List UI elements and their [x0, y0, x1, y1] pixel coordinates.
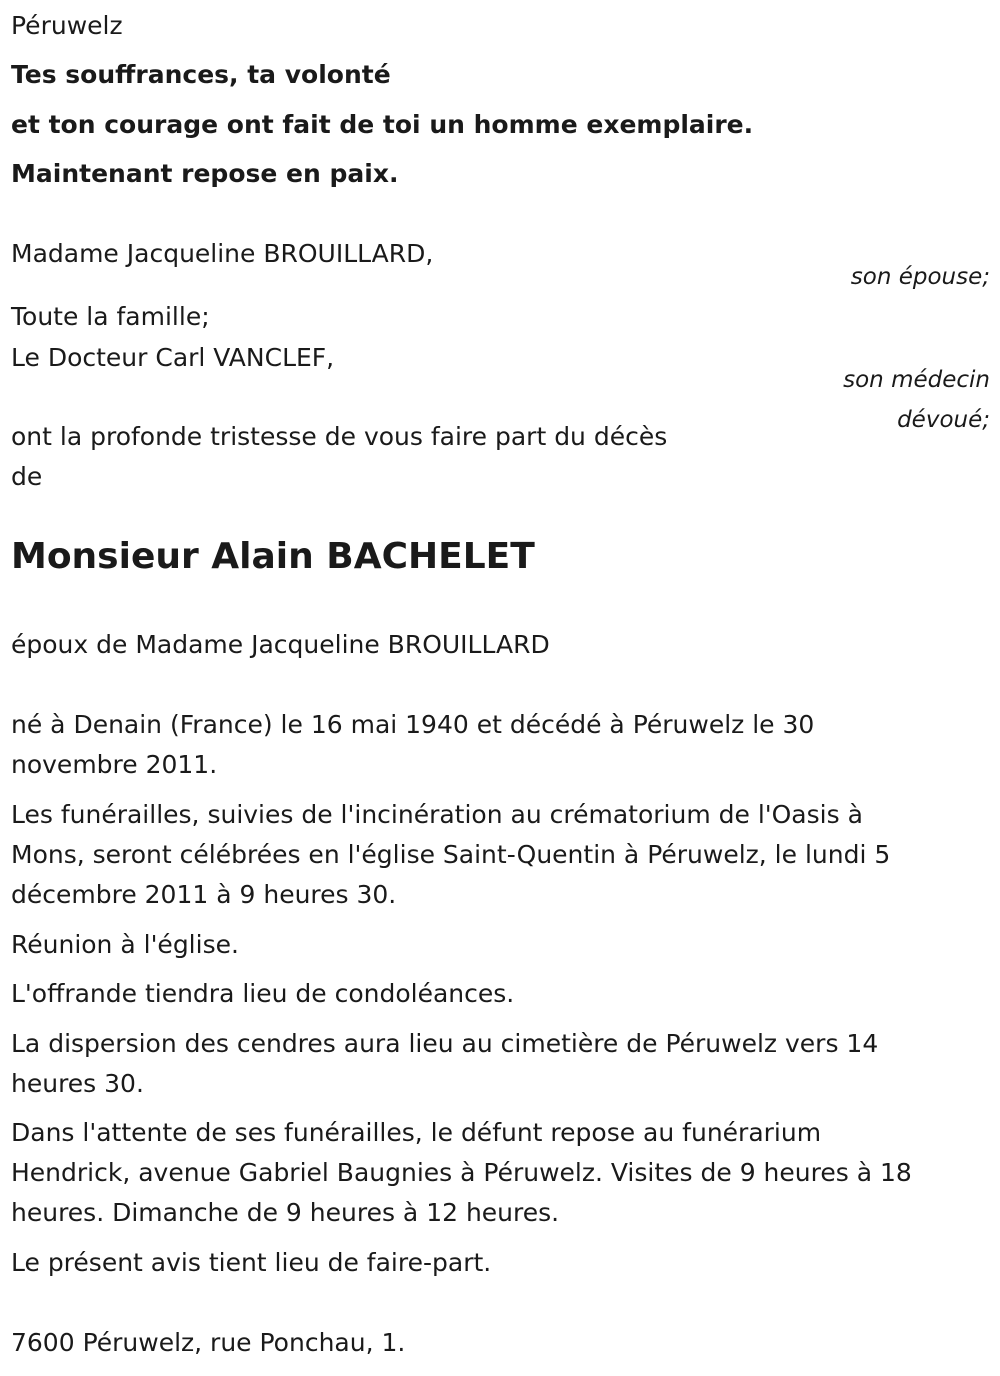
spouse-role: son épouse; — [850, 264, 990, 290]
spouse-name: Madame Jacqueline BROUILLARD, — [11, 239, 434, 268]
funeral-line-1: Les funérailles, suivies de l'incinération au crématorium de l'Oasis à — [11, 800, 863, 829]
doctor-role-line-2: dévoué; — [897, 407, 990, 433]
visit-line-2: Hendrick, avenue Gabriel Baugnies à Péruwelz. Visites de 9 heures à 18 — [11, 1158, 912, 1187]
announcement-line-2: de — [11, 462, 43, 491]
deceased-name: Monsieur Alain BACHELET — [11, 536, 535, 577]
address-line: 7600 Péruwelz, rue Ponchau, 1. — [11, 1328, 406, 1357]
ashes-line-2: heures 30. — [11, 1069, 144, 1098]
funeral-line-2: Mons, seront célébrées en l'église Saint-Quentin à Péruwelz, le lundi 5 — [11, 840, 891, 869]
verse-line-2: et ton courage ont fait de toi un homme exemplaire. — [11, 110, 754, 139]
place-heading: Péruwelz — [11, 11, 123, 40]
offering-line: L'offrande tiendra lieu de condoléances. — [11, 979, 515, 1008]
meeting-line: Réunion à l'église. — [11, 930, 239, 959]
visit-line-1: Dans l'attente de ses funérailles, le défunt repose au funérarium — [11, 1118, 822, 1147]
ashes-line-1: La dispersion des cendres aura lieu au cimetière de Péruwelz vers 14 — [11, 1029, 879, 1058]
birth-death-line-2: novembre 2011. — [11, 750, 218, 779]
birth-death-line-1: né à Denain (France) le 16 mai 1940 et décédé à Péruwelz le 30 — [11, 710, 815, 739]
funeral-line-3: décembre 2011 à 9 heures 30. — [11, 880, 397, 909]
verse-line-3: Maintenant repose en paix. — [11, 159, 399, 188]
visit-line-3: heures. Dimanche de 9 heures à 12 heures. — [11, 1198, 560, 1227]
family-line: Toute la famille; — [11, 302, 210, 331]
spouse-of-line: époux de Madame Jacqueline BROUILLARD — [11, 630, 550, 659]
announcement-line-1: ont la profonde tristesse de vous faire part du décès — [11, 422, 668, 451]
notice-line: Le présent avis tient lieu de faire-part. — [11, 1248, 492, 1277]
doctor-name: Le Docteur Carl VANCLEF, — [11, 343, 335, 372]
verse-line-1: Tes souffrances, ta volonté — [11, 60, 391, 89]
doctor-role-line-1: son médecin — [843, 367, 990, 393]
